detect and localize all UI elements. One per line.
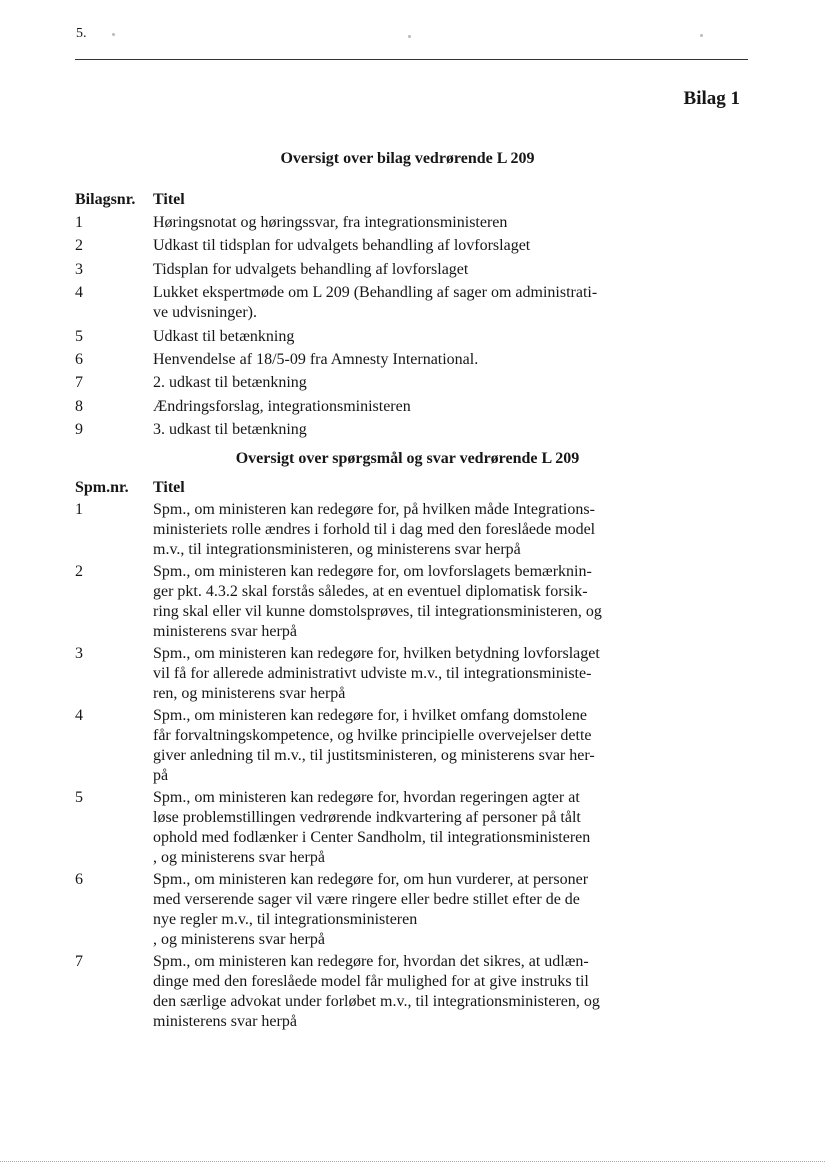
spm-section-title: Oversigt over spørgsmål og svar vedrørende L 209 <box>235 450 580 467</box>
table-row <box>75 283 623 323</box>
row-title: Ændringsforslag, integrationsministeren <box>153 397 411 415</box>
row-number: 8 <box>75 397 83 415</box>
row-number: 5 <box>75 789 83 806</box>
bilag-table <box>75 190 623 444</box>
spm-num-header: Spm.nr. <box>75 479 129 496</box>
bilag-title-header: Titel <box>153 191 185 208</box>
row-title: Spm., om ministeren kan redegøre for, på hvilken måde Integrations- ministeriets rolle ændres i forhold til i dag med den foreslåede model m.v., til integrationsministeren, og ministerens svar herpå <box>153 501 596 558</box>
row-number: 9 <box>75 421 83 439</box>
row-title: Spm., om ministeren kan redegøre for, hvilken betydning lovforslaget vil få for allerede administrativt udviste m.v., til integrationsministe- ren, og ministerens svar herpå <box>153 645 600 702</box>
row-title: Spm., om ministeren kan redegøre for, hvordan det sikres, at udlæn- dinge med den foreslåede model får mulighed for at give instruks til den særlige advokat under forløbet m.v., til integrationsministeren, og ministerens svar herpå <box>153 953 600 1030</box>
table-row <box>75 373 623 393</box>
table-row <box>75 870 623 950</box>
table-row <box>75 213 623 233</box>
row-number: 3 <box>75 645 83 662</box>
table-row <box>75 500 623 560</box>
scan-speck <box>700 34 703 37</box>
scan-speck <box>112 33 115 36</box>
row-title: Udkast til tidsplan for udvalgets behandling af lovforslaget <box>153 237 531 255</box>
table-row <box>75 236 623 256</box>
table-row <box>75 260 623 280</box>
row-number: 4 <box>75 707 83 724</box>
bilag-rows <box>75 213 623 440</box>
page-number: 5. <box>76 26 87 41</box>
row-title: 2. udkast til betænkning <box>153 374 307 392</box>
row-title: Tidsplan for udvalgets behandling af lovforslaget <box>153 260 469 278</box>
bilag-table-header <box>75 190 623 210</box>
row-title: Spm., om ministeren kan redegøre for, om lovforslagets bemærknin- ger pkt. 4.3.2 skal forstås således, at en eventuel diplomatisk forsik- ring skal eller vil kunne domstolsprøves, til integrationsministeren, og ministerens svar herpå <box>153 563 602 640</box>
table-row <box>75 420 623 440</box>
row-number: 2 <box>75 237 83 255</box>
row-title: Henvendelse af 18/5-09 fra Amnesty International. <box>153 350 479 368</box>
row-title: Spm., om ministeren kan redegøre for, om hun vurderer, at personer med verserende sager vil være ringere eller bedre stillet efter de de nye regler m.v., til integrationsministeren , og ministerens svar herpå <box>153 871 589 948</box>
row-number: 7 <box>75 953 83 970</box>
row-title: Spm., om ministeren kan redegøre for, i hvilket omfang domstolene får forvaltningskompetence, og hvilke principielle overvejelser dette giver anledning til m.v., til justitsministeren, og ministerens svar her- på <box>153 707 595 784</box>
table-row <box>75 644 623 704</box>
row-title: Udkast til betænkning <box>153 327 295 345</box>
spm-rows <box>75 500 623 1032</box>
table-row <box>75 327 623 347</box>
spm-title-header: Titel <box>153 479 185 496</box>
table-row <box>75 350 623 370</box>
row-number: 5 <box>75 327 83 345</box>
table-row <box>75 397 623 417</box>
bilag-label: Bilag 1 <box>683 88 740 109</box>
header-rule <box>75 59 748 60</box>
row-title: Høringsnotat og høringssvar, fra integrationsministeren <box>153 214 508 231</box>
bilag-section-title: Oversigt over bilag vedrørende L 209 <box>280 150 535 167</box>
row-title: Lukket ekspertmøde om L 209 (Behandling af sager om administrati- ve udvisninger). <box>153 284 598 322</box>
table-row <box>75 788 623 868</box>
bilag-num-header: Bilagsnr. <box>75 191 136 208</box>
row-title: Spm., om ministeren kan redegøre for, hvordan regeringen agter at løse problemstillingen vedrørende indkvartering af personer på tålt ophold med fodlænker i Center Sandholm, til integrationsministeren , og ministerens svar herpå <box>153 789 591 866</box>
scan-speck <box>408 35 411 38</box>
table-row <box>75 952 623 1032</box>
spm-table <box>75 478 623 1034</box>
row-number: 3 <box>75 260 83 278</box>
row-number: 7 <box>75 374 83 392</box>
page-bottom-edge <box>0 1161 825 1162</box>
table-row <box>75 562 623 642</box>
row-number: 1 <box>75 214 83 231</box>
row-number: 6 <box>75 871 83 888</box>
row-title: 3. udkast til betænkning <box>153 421 307 439</box>
row-number: 1 <box>75 501 83 518</box>
spm-table-header <box>75 478 623 498</box>
table-row <box>75 706 623 786</box>
row-number: 2 <box>75 563 83 580</box>
row-number: 4 <box>75 284 83 302</box>
row-number: 6 <box>75 350 83 368</box>
